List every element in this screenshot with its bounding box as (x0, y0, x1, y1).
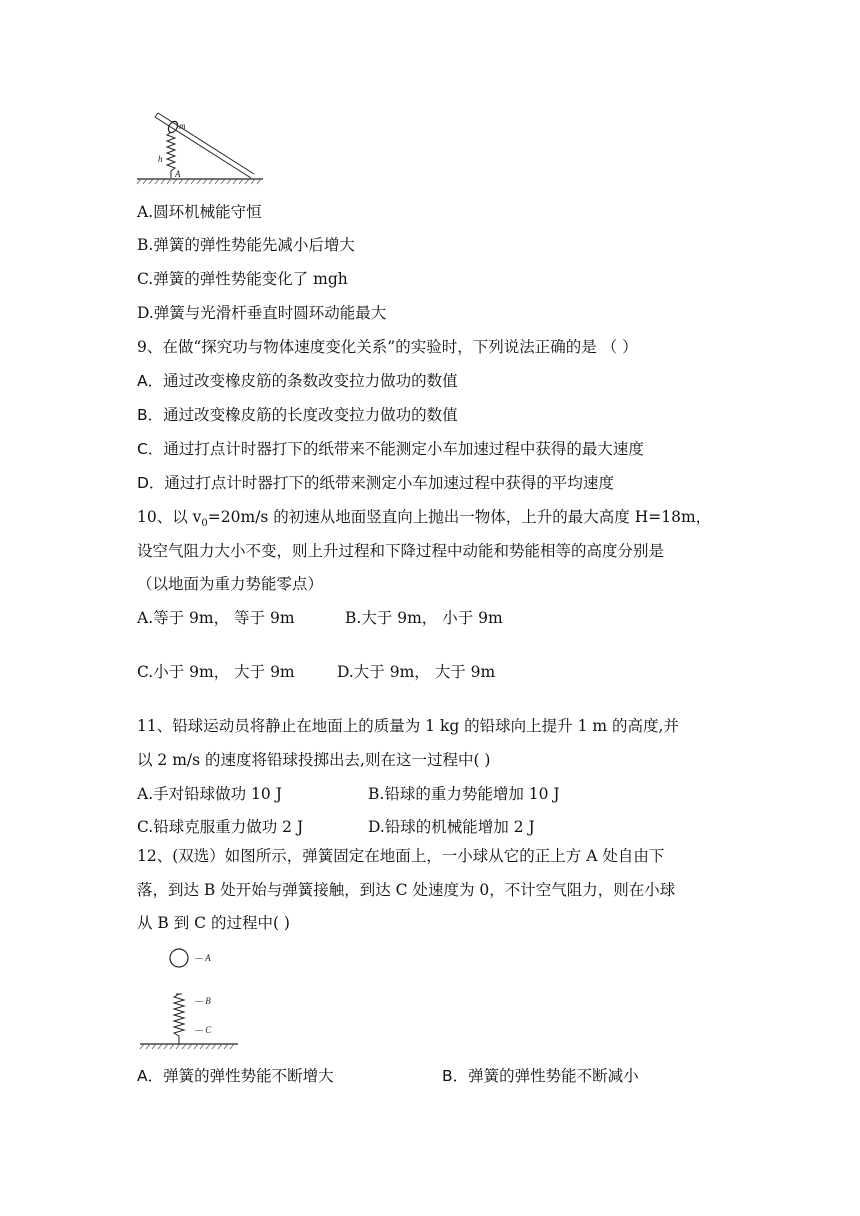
q8-option-d: D.弹簧与光滑杆垂直时圆环动能最大 (137, 304, 387, 322)
q11-option-b: B.铅球的重力势能增加 10 J (368, 785, 560, 803)
q12-stem-line3: 从 B 到 C 的过程中( ) (137, 914, 290, 932)
q10-stem-sub: 0 (201, 518, 208, 530)
ball-icon (170, 949, 188, 967)
label-a: — A (195, 953, 211, 963)
q9-option-d: D．通过打点计时器打下的纸带来测定小车加速过程中获得的平均速度 (137, 474, 614, 492)
q9-stem: 9、在做“探究功与物体速度变化关系”的实验时，下列说法正确的是 （ ） (137, 338, 638, 356)
q12-option-a: A．弹簧的弹性势能不断增大 (137, 1067, 334, 1085)
q11-option-d: D.铅球的机械能增加 2 J (368, 818, 535, 836)
q11-option-c: C.铅球克服重力做功 2 J (137, 818, 304, 836)
q10-option-b: B.大于 9m， 小于 9m (345, 609, 503, 627)
ring-rod-spring-figure (135, 110, 270, 186)
label-c: — C (195, 1025, 212, 1035)
q9-option-c: C．通过打点计时器打下的纸带来不能测定小车加速过程中获得的最大速度 (137, 440, 644, 458)
q11-stem-line2: 以 2 m/s 的速度将铅球投掷出去,则在这一过程中( ) (137, 751, 491, 769)
q11-option-a: A.手对铅球做功 10 J (137, 785, 282, 803)
ball-spring-figure (138, 944, 248, 1054)
q10-stem-pre: 10、以 v (137, 508, 202, 526)
q12-stem-line2: 落，到达 B 处开始与弹簧接触，到达 C 处速度为 0，不计空气阻力，则在小球 (137, 881, 676, 899)
label-b: — B (195, 996, 211, 1006)
q10-stem-post: =20m/s 的初速从地面竖直向上抛出一物体，上升的最大高度 H=18m， (207, 508, 712, 526)
q8-option-b: B.弹簧的弹性势能先减小后增大 (137, 236, 355, 254)
q10-stem-line3: （以地面为重力势能零点） (137, 575, 324, 593)
q9-option-a: A．通过改变橡皮筋的条数改变拉力做功的数值 (137, 372, 458, 390)
q10-option-c: C.小于 9m， 大于 9m (137, 663, 295, 681)
q12-stem-line1: 12、(双选）如图所示，弹簧固定在地面上，一小球从它的正上方 A 处自由下 (137, 847, 665, 865)
q10-stem-line1 (137, 507, 711, 534)
point-a-label: A (175, 169, 181, 179)
q8-option-c: C.弹簧的弹性势能变化了 mgh (137, 270, 348, 288)
q10-option-d: D.大于 9m， 大于 9m (337, 663, 496, 681)
height-label: h (158, 154, 163, 164)
q11-stem-line1: 11、铅球运动员将静止在地面上的质量为 1 kg 的铅球向上提升 1 m 的高度,并 (137, 717, 679, 735)
q10-option-a: A.等于 9m， 等于 9m (137, 609, 295, 627)
q8-option-a: A.圆环机械能守恒 (137, 203, 262, 221)
q12-option-b: B．弹簧的弹性势能不断减小 (442, 1067, 639, 1085)
q9-option-b: B．通过改变橡皮筋的长度改变拉力做功的数值 (137, 406, 458, 424)
mass-label: m (179, 121, 186, 131)
q10-stem-line2: 设空气阻力大小不变，则上升过程和下降过程中动能和势能相等的高度分别是 (137, 542, 665, 560)
